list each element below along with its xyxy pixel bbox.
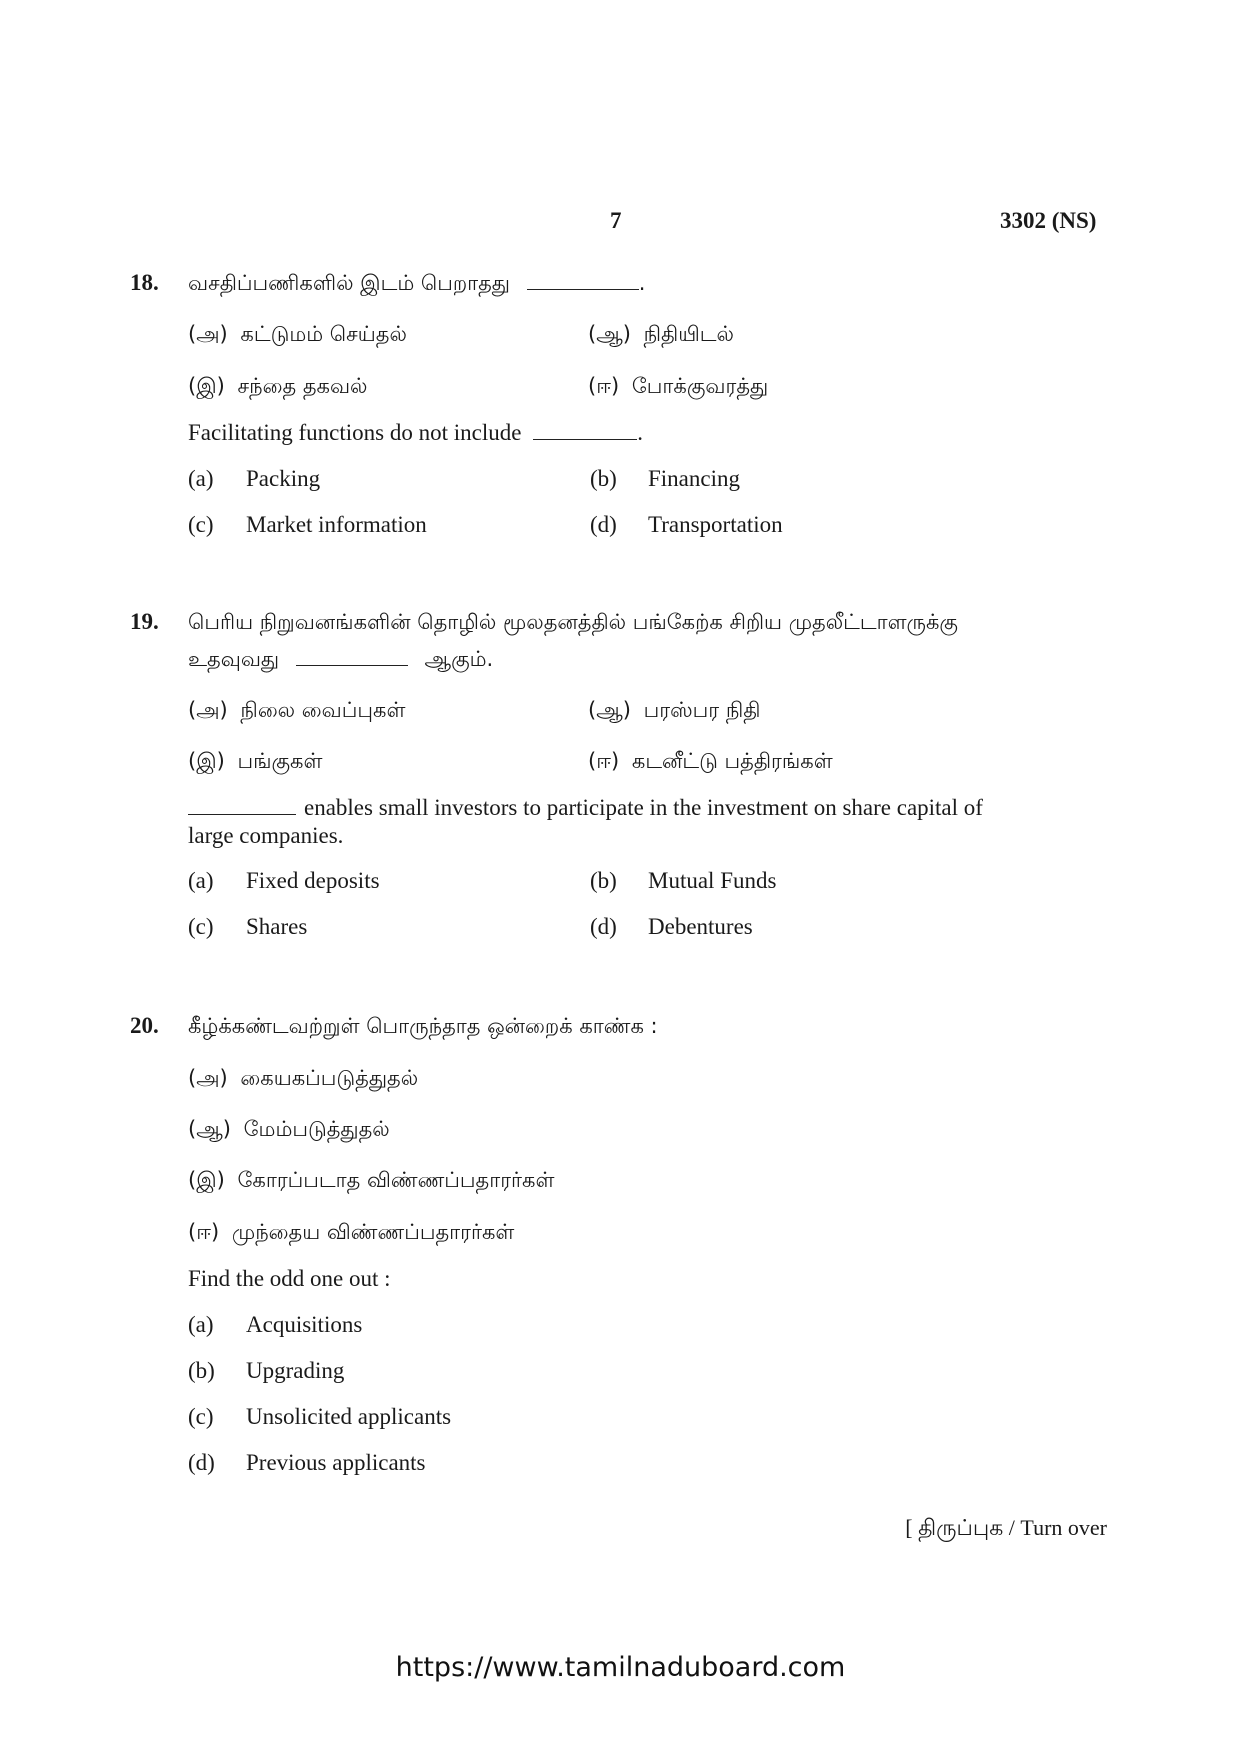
tamil-option — [188, 1066, 418, 1093]
question-number: 18. — [130, 270, 159, 295]
answer-blank — [296, 664, 408, 666]
tamil-option — [188, 1117, 390, 1144]
option-text: Fixed deposits — [246, 868, 380, 893]
paper-code: 3302 (NS) — [1000, 208, 1097, 233]
option-text: Transportation — [648, 512, 783, 537]
option-label: (b) — [590, 868, 617, 893]
option-label: (d) — [590, 914, 617, 939]
english-option — [590, 466, 740, 492]
turn-over-note: [ திருப்புக / Turn over — [905, 1515, 1107, 1540]
tamil-option — [588, 698, 760, 725]
option-text: கோரப்படாத விண்ணப்பதாரர்கள் — [237, 1168, 555, 1192]
english-question-line1 — [188, 795, 983, 821]
english-question-stem: enables small investors to participate in the investment on share capital of — [304, 795, 983, 820]
option-text: Previous applicants — [246, 1450, 426, 1475]
option-label: (c) — [188, 512, 214, 537]
option-text: போக்குவரத்து — [631, 374, 769, 398]
option-label: (a) — [188, 466, 214, 491]
answer-blank — [188, 813, 296, 815]
option-label: (இ) — [188, 749, 225, 773]
option-label: (இ) — [188, 1168, 225, 1192]
option-label: (b) — [188, 1358, 215, 1383]
option-label: (b) — [590, 466, 617, 491]
tamil-question-end: . — [638, 271, 646, 295]
answer-blank — [527, 288, 639, 290]
tamil-question-line2 — [188, 647, 493, 674]
tamil-option — [188, 322, 407, 349]
option-label: (இ) — [188, 374, 225, 398]
tamil-option — [588, 374, 768, 401]
tamil-option — [188, 1220, 514, 1247]
option-label: (a) — [188, 868, 214, 893]
option-label: (ஈ) — [188, 1220, 220, 1244]
option-label: (அ) — [188, 1066, 228, 1090]
english-question-line2: large companies. — [188, 823, 344, 848]
tamil-question-stem: வசதிப்பணிகளில் இடம் பெறாதது — [188, 271, 511, 295]
tamil-question-stem: உதவுவது — [188, 647, 280, 671]
option-label: (ஈ) — [588, 374, 620, 398]
english-question-end: . — [637, 420, 643, 445]
option-label: (a) — [188, 1312, 214, 1337]
option-text: Debentures — [648, 914, 753, 939]
option-label: (அ) — [188, 322, 228, 346]
tamil-question-end: ஆகும். — [424, 647, 494, 671]
english-option — [188, 868, 380, 894]
question-number: 19. — [130, 609, 159, 634]
option-label: (அ) — [188, 698, 228, 722]
option-label: (ஈ) — [588, 749, 620, 773]
option-label: (c) — [188, 1404, 214, 1429]
english-option — [188, 1312, 362, 1338]
tamil-option — [588, 322, 734, 349]
option-text: பரஸ்பர நிதி — [643, 698, 761, 722]
tamil-question-line1: பெரிய நிறுவனங்களின் தொழில் மூலதனத்தில் பங்கேற்க சிறிய முதலீட்டாளருக்கு — [188, 610, 958, 634]
option-text: முந்தைய விண்ணப்பதாரர்கள் — [231, 1220, 515, 1244]
english-option — [590, 914, 753, 940]
english-question-stem: Facilitating functions do not include — [188, 420, 522, 445]
english-option — [188, 914, 307, 940]
tamil-option — [188, 698, 405, 725]
option-label: (ஆ) — [588, 698, 631, 722]
english-option — [590, 512, 783, 538]
english-option — [188, 1358, 344, 1384]
option-text: பங்குகள் — [237, 749, 323, 773]
tamil-option — [188, 374, 367, 401]
option-text: Mutual Funds — [648, 868, 777, 893]
option-text: Shares — [246, 914, 308, 939]
option-text: நிலை வைப்புகள் — [240, 698, 406, 722]
option-text: Market information — [246, 512, 427, 537]
option-label: (d) — [590, 512, 617, 537]
english-option — [590, 868, 776, 894]
footer-url[interactable]: https://www.tamilnaduboard.com — [395, 1652, 846, 1683]
english-question-text — [188, 420, 643, 446]
tamil-option — [188, 749, 322, 776]
question-number: 20. — [130, 1013, 159, 1038]
option-text: Packing — [246, 466, 321, 491]
option-label: (c) — [188, 914, 214, 939]
option-text: சந்தை தகவல் — [237, 374, 368, 398]
tamil-question-text: கீழ்க்கண்டவற்றுள் பொருந்தாத ஒன்றைக் காண்க : — [188, 1014, 658, 1038]
tamil-option — [588, 749, 833, 776]
option-label: (ஆ) — [188, 1117, 231, 1141]
option-text: Acquisitions — [246, 1312, 363, 1337]
option-text: நிதியிடல் — [643, 322, 734, 346]
option-text: Financing — [648, 466, 740, 491]
option-text: மேம்படுத்துதல் — [243, 1117, 390, 1141]
option-text: Unsolicited applicants — [246, 1404, 452, 1429]
option-label: (ஆ) — [588, 322, 631, 346]
option-text: கையகப்படுத்துதல் — [240, 1066, 419, 1090]
option-text: Upgrading — [246, 1358, 345, 1383]
tamil-option — [188, 1168, 554, 1195]
english-option — [188, 512, 427, 538]
answer-blank — [533, 438, 637, 440]
english-question-text: Find the odd one out : — [188, 1266, 391, 1291]
tamil-question-text — [188, 271, 645, 298]
option-label: (d) — [188, 1450, 215, 1475]
option-text: கட்டுமம் செய்தல் — [240, 322, 407, 346]
english-option — [188, 1450, 426, 1476]
page-number: 7 — [610, 208, 622, 233]
english-option — [188, 466, 320, 492]
option-text: கடனீட்டு பத்திரங்கள் — [631, 749, 833, 773]
english-option — [188, 1404, 451, 1430]
